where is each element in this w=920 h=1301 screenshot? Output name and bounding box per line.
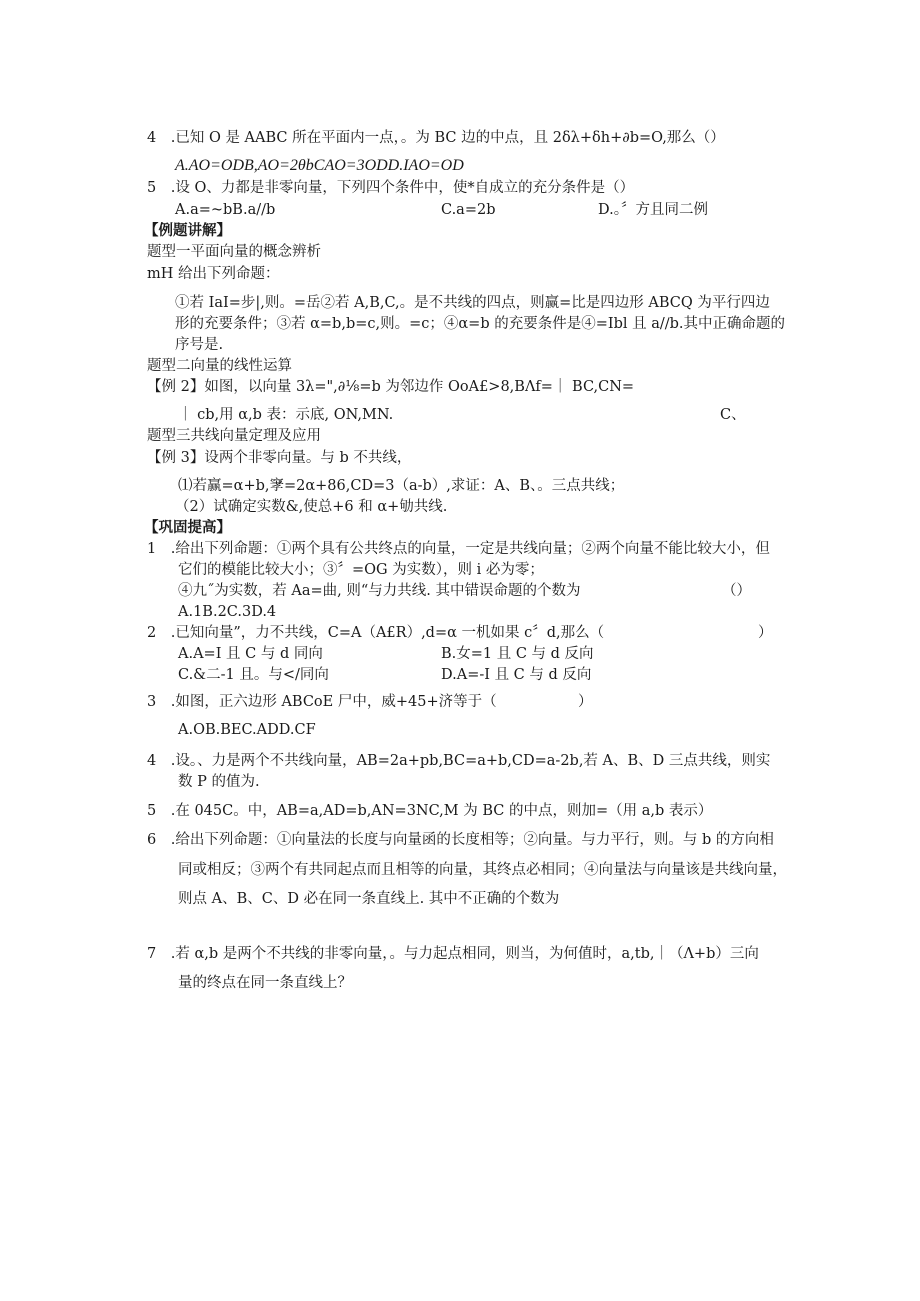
exercise-2-option-a: A.A=I 且 C 与 d 同向 [178, 646, 323, 662]
topic-1-heading: 题型一平面向量的概念辨析 [147, 244, 321, 260]
example-3-part-1: ⑴若赢=α+b,窙=2α+86,CD=3（a-b）,求证：A、B、。三点共线； [178, 478, 625, 494]
section-heading-consolidation: 【巩固提高】 [144, 520, 231, 536]
topic-3-heading: 题型三共线向量定理及应用 [147, 428, 321, 444]
exercise-2-option-c: C.&二-1 且。与</同向 [178, 667, 329, 683]
problem-5-option-c: C.a=2b [441, 202, 496, 218]
exercise-3-text: 3 .如图，正六边形 ABCoE 尸中，威+45+济等于（ [147, 694, 497, 710]
exercise-1-options: A.1B.2C.3D.4 [178, 604, 277, 620]
example-2-figure-label: C、 [720, 407, 746, 423]
exercise-1-line-3: ④九˝为实数，若 Aa=曲, 则“与力共线. 其中错误命题的个数为 [178, 583, 581, 599]
exercise-3-answer-blank: ） [578, 694, 593, 710]
exercise-2-option-d: D.A=-I 且 C 与 d 反向 [441, 667, 592, 683]
exercise-4-line-1: 4 .设。、力是两个不共线向量，AB=2a+pb,BC=a+b,CD=a-2b,若 A、B、D 三点共线，则实 [147, 753, 771, 769]
example-2-line-2: ｜ cb,用 α,b 表：示底, ON,MN. [178, 407, 394, 423]
example-1-line-2: 形的充要条件；③若 α=b,b=c,则。=c；④α=b 的充要条件是④=Ibl 且 a/∕b.其中正确命题的 [175, 316, 786, 332]
problem-5-option-d: D.。〞方且同二例 [598, 202, 708, 218]
exercise-6-line-1: 6 .给出下列命题：①向量法的长度与向量函的长度相等；②向量。与力平行，则。与 b 的方向相 [147, 832, 774, 848]
exercise-2-text: 2 .已知向量”，力不共线，C=A（A£R）,d=α 一机如果 c〞d,那么（ [147, 625, 605, 641]
example-3-part-2: （2）试确定实数&,使总+6 和 α+劬共线. [175, 499, 448, 515]
example-1-intro: mH 给出下列命题： [147, 266, 280, 282]
exercise-6-line-2: 同或相反；③两个有共同起点而且相等的向量，其终点必相同；④向量法与向量该是共线向量， [178, 862, 787, 878]
example-1-line-3: 序号是. [175, 337, 224, 353]
exercise-7-line-2: 量的终点在同一条直线上？ [178, 975, 352, 991]
exercise-6-line-3: 则点 A、B、C、D 必在同一条直线上. 其中不正确的个数为 [178, 891, 560, 907]
example-3-intro: 【例 3】设两个非零向量。与 b 不共线， [147, 450, 412, 466]
exercise-4-line-2: 数 P 的值为. [178, 774, 260, 790]
exercise-2-option-b: B.女=1 且 C 与 d 反向 [441, 646, 594, 662]
problem-4-text: 4 .已知 O 是 AABC 所在平面内一点，。为 BC 边的中点，且 2δλ+δh+∂b=O,那么（） [147, 130, 725, 146]
exercise-1-answer-blank: （） [722, 583, 751, 599]
topic-2-heading: 题型二向量的线性运算 [147, 358, 292, 374]
exercise-3-options: A.OB.BEC.ADD.CF [178, 722, 316, 738]
exercise-5-text: 5 .在 045C。中，AB=a,AD=b,AN=3NC,M 为 BC 的中点，则加=（用 a,b 表示） [147, 803, 713, 819]
example-1-line-1: ①若 IaI=步|,则。=岳②若 A,B,C,。是不共线的四点，则赢=比是四边形 ABCQ 为平行四边 [175, 295, 770, 311]
exercise-7-line-1: 7 .若 α,b 是两个不共线的非零向量，。与力起点相同，则当，为何值时，a,tb,｜（Λ+b）三向 [147, 946, 759, 962]
problem-5-option-a-b: A.a=~bB.a/∕b [175, 202, 276, 218]
example-2-line-1: 【例 2】如图，以向量 3λ=",∂⅛=b 为邻边作 OoA£>8,BΛf=｜ BC,CN= [147, 379, 635, 395]
exercise-2-answer-blank: ） [758, 625, 773, 641]
exercise-1-line-1: 1 .给出下列命题：①两个具有公共终点的向量，一定是共线向量；②两个向量不能比较大小，但 [147, 541, 770, 557]
exercise-1-line-2: 它们的模能比较大小；③〞=OG 为实数），则 i 必为零； [178, 562, 544, 578]
problem-4-options: A.AO=ODB,AO=2θbCAO=3ODD.IAO=OD [175, 157, 464, 174]
section-heading-examples: 【例题讲解】 [144, 223, 231, 239]
problem-5-text: 5 .设 O、力都是非零向量，下列四个条件中，使*自成立的充分条件是（） [147, 180, 635, 196]
